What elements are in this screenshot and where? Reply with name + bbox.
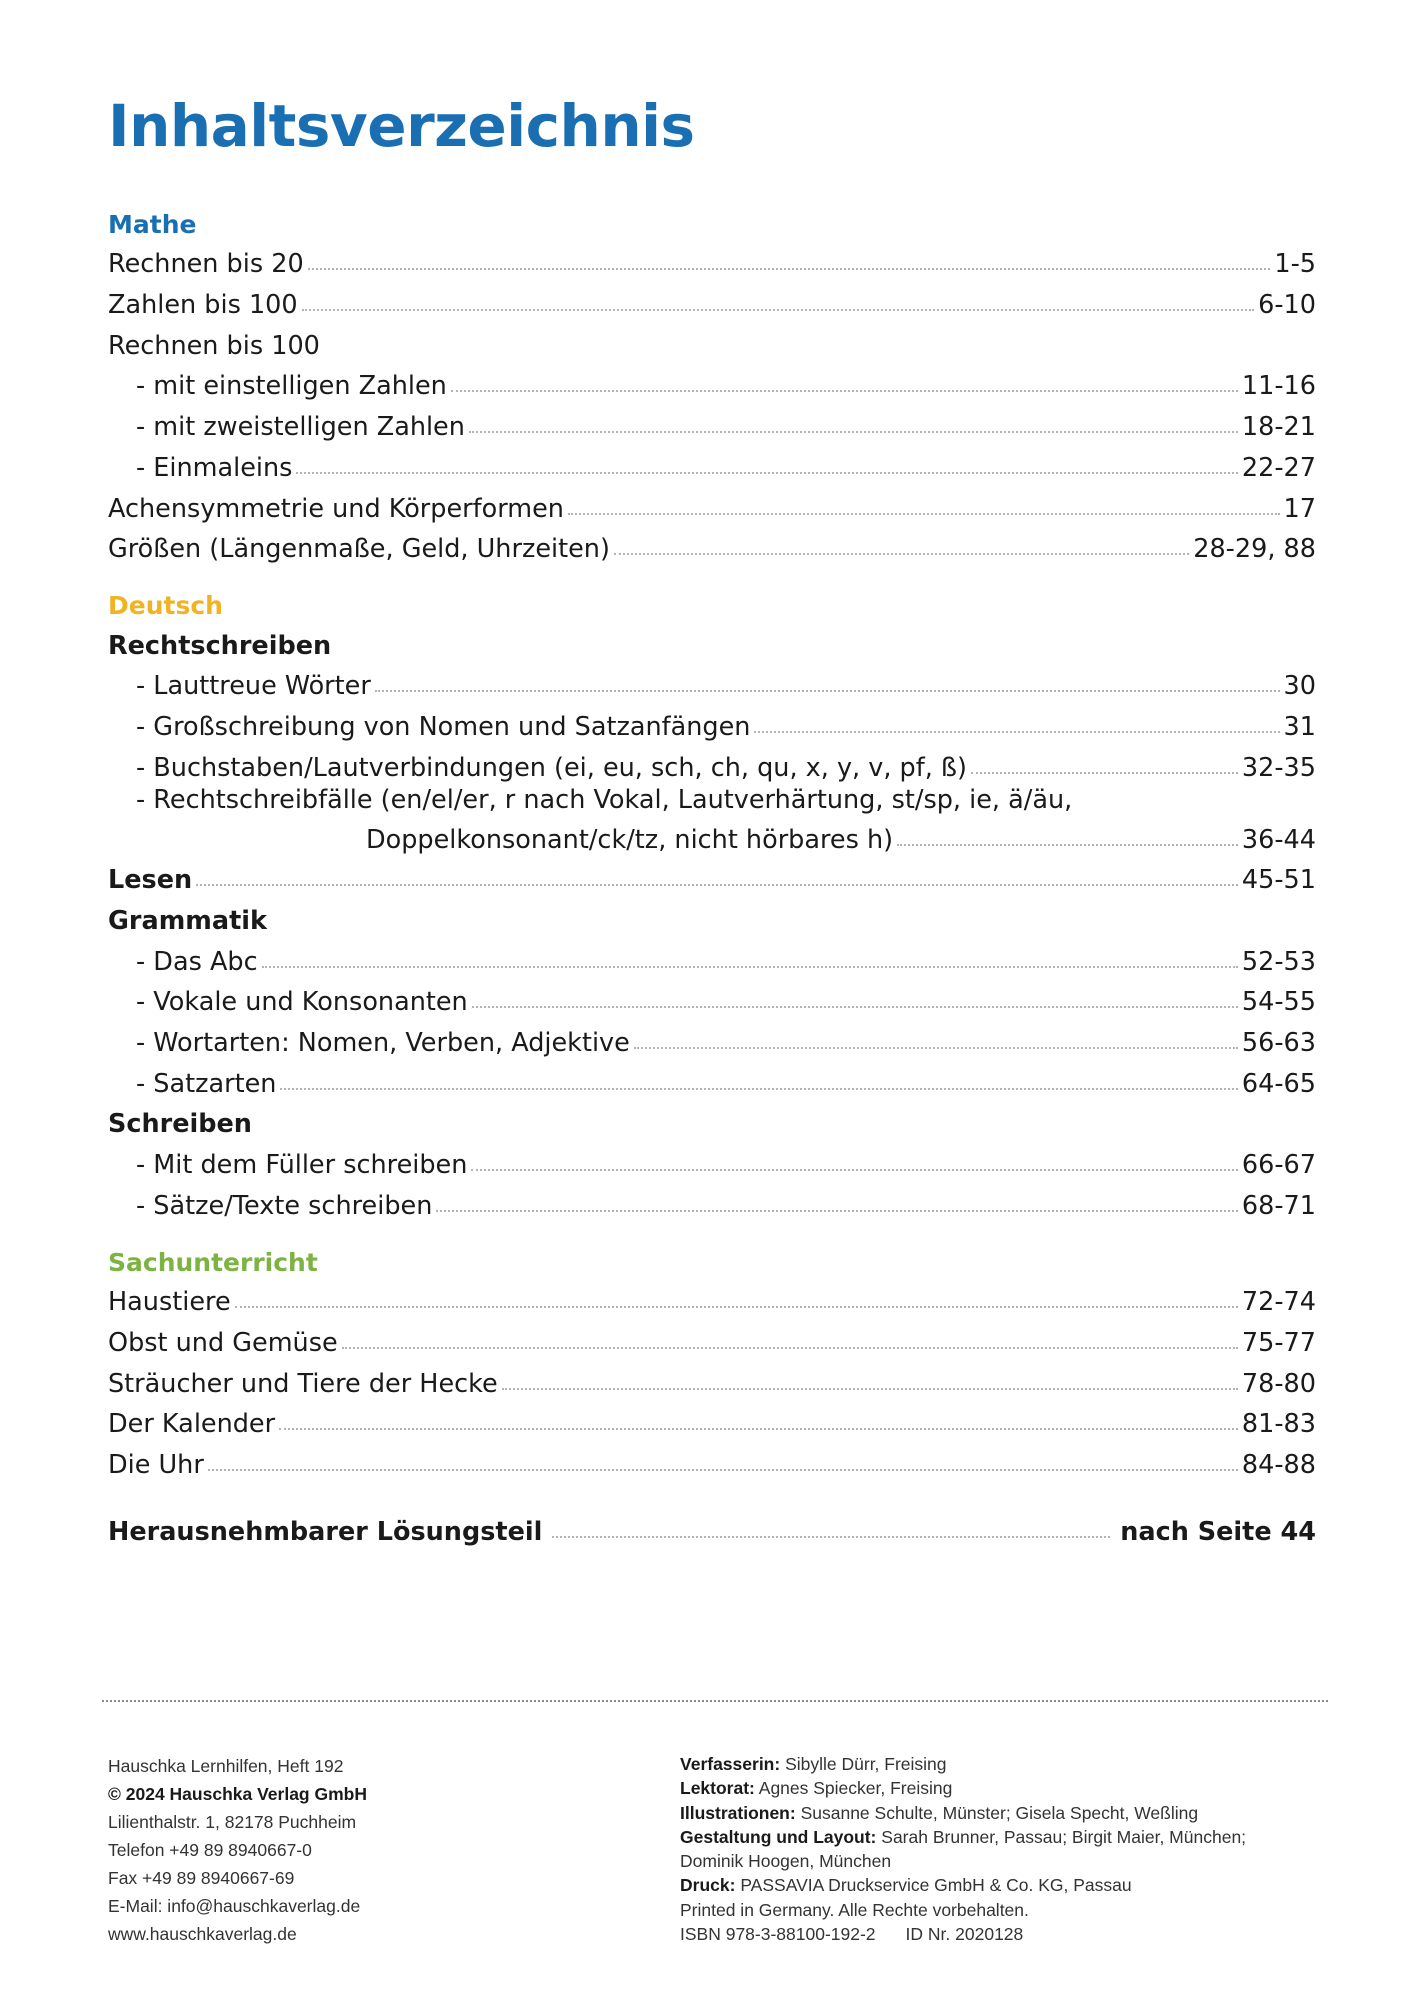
imprint-email[interactable]: E-Mail: info@hauschkaverlag.de (108, 1896, 361, 1916)
toc-entry[interactable]: - Buchstaben/Lautverbindungen (ei, eu, sch, ch, qu, x, y, v, pf, ß) 32-35 (136, 752, 1316, 783)
toc-entry[interactable]: Größen (Längenmaße, Geld, Uhrzeiten) 28-29, 88 (108, 534, 1316, 565)
imprint-publisher (108, 1752, 367, 1948)
imprint-design-cont: Dominik Hoogen, München (680, 1851, 892, 1872)
toc-entry[interactable]: Achensymmetrie und Körperformen 17 (108, 493, 1316, 524)
toc-entry[interactable]: - Satzarten 64-65 (136, 1068, 1316, 1099)
toc-entry-multiline-cont[interactable]: Doppelkonsonant/ck/tz, nicht hörbares h) 36-44 (366, 824, 1316, 855)
toc-entry[interactable]: Obst und Gemüse 75-77 (108, 1327, 1316, 1358)
toc-entry[interactable]: Rechnen bis 20 1-5 (108, 249, 1316, 280)
toc-entry[interactable]: - mit einstelligen Zahlen 11-16 (136, 371, 1316, 402)
toc-entry[interactable]: - Mit dem Füller schreiben 66-67 (136, 1150, 1316, 1181)
toc-entry[interactable]: Die Uhr 84-88 (108, 1449, 1316, 1480)
toc-subheading: Rechtschreiben (108, 630, 332, 661)
imprint-editor: Lektorat: Agnes Spiecker, Freising (680, 1778, 953, 1799)
section-heading-sachunterricht: Sachunterricht (108, 1247, 318, 1277)
table-of-contents (108, 198, 1316, 1547)
imprint-address: Lilienthalstr. 1, 82178 Puchheim (108, 1812, 357, 1832)
imprint-phone: Telefon +49 89 8940667-0 (108, 1840, 312, 1860)
section-heading-mathe: Mathe (108, 209, 197, 239)
page-title: Inhaltsverzeichnis (108, 92, 695, 160)
imprint-isbn: ISBN 978-3-88100-192-2 (680, 1924, 876, 1945)
toc-entry[interactable]: - Lauttreue Wörter 30 (136, 671, 1316, 702)
toc-entry[interactable]: - Sätze/Texte schreiben 68-71 (136, 1190, 1316, 1221)
toc-entry[interactable]: - mit zweistelligen Zahlen 18-21 (136, 412, 1316, 443)
imprint-design: Gestaltung und Layout: Sarah Brunner, Passau; Birgit Maier, München; (680, 1826, 1247, 1847)
toc-entry-multiline[interactable]: - Rechtschreibfälle (en/el/er, r nach Vokal, Lautverhärtung, st/sp, ie, ä/äu, (136, 784, 1073, 815)
toc-entry[interactable]: Lesen 45-51 (108, 865, 1316, 896)
toc-entry[interactable]: Zahlen bis 100 6-10 (108, 290, 1316, 321)
imprint-credits (680, 1752, 1320, 1946)
imprint-copyright: © 2024 Hauschka Verlag GmbH (108, 1784, 367, 1804)
imprint-isbn-row (680, 1922, 1320, 1946)
toc-entry[interactable]: - Vokale und Konsonanten 54-55 (136, 987, 1316, 1018)
toc-entry[interactable]: - Großschreibung von Nomen und Satzanfängen 31 (136, 711, 1316, 742)
toc-subheading: Grammatik (108, 906, 267, 936)
imprint-author: Verfasserin: Sibylle Dürr, Freising (680, 1754, 947, 1774)
footer-divider (102, 1700, 1328, 1702)
imprint-id: ID Nr. 2020128 (905, 1924, 1024, 1945)
toc-entry[interactable]: - Wortarten: Nomen, Verben, Adjektive 56-63 (136, 1028, 1316, 1059)
toc-entry[interactable]: Rechnen bis 100 (108, 330, 320, 361)
toc-entry[interactable]: Sträucher und Tiere der Hecke 78-80 (108, 1368, 1316, 1399)
imprint-illustrations: Illustrationen: Susanne Schulte, Münster; Gisela Specht, Weßling (680, 1802, 1199, 1823)
imprint-fax: Fax +49 89 8940667-69 (108, 1868, 295, 1888)
imprint-print: Druck: PASSAVIA Druckservice GmbH & Co. KG, Passau (680, 1875, 1132, 1896)
toc-entry-loesungsteil[interactable]: Herausnehmbarer Lösungsteil nach Seite 44 (108, 1516, 1316, 1547)
section-heading-deutsch: Deutsch (108, 590, 223, 620)
toc-subheading: Schreiben (108, 1109, 252, 1140)
imprint-rights: Printed in Germany. Alle Rechte vorbehalten. (680, 1899, 1029, 1920)
toc-entry[interactable]: Haustiere 72-74 (108, 1287, 1316, 1318)
toc-entry[interactable]: - Das Abc 52-53 (136, 946, 1316, 977)
imprint-series: Hauschka Lernhilfen, Heft 192 (108, 1756, 344, 1776)
toc-entry[interactable]: Der Kalender 81-83 (108, 1409, 1316, 1440)
imprint-website[interactable]: www.hauschkaverlag.de (108, 1924, 297, 1944)
toc-entry[interactable]: - Einmaleins 22-27 (136, 452, 1316, 483)
